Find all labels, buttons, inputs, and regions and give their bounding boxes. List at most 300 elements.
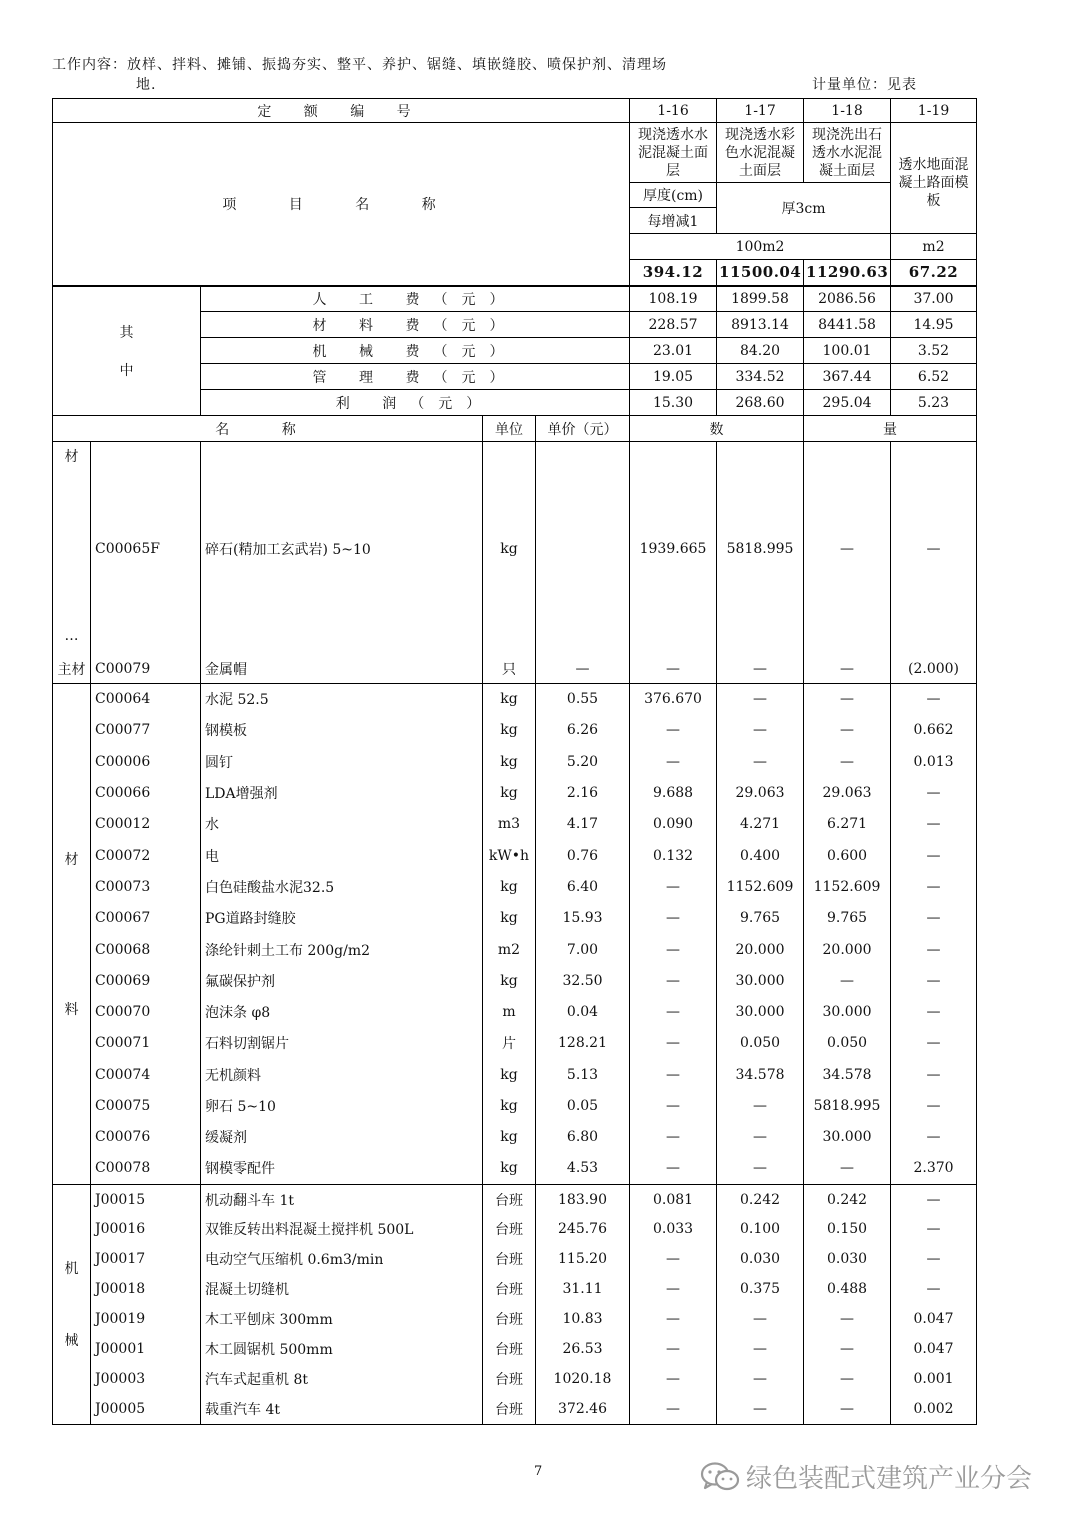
table-row [53,1334,977,1364]
item-name: 钢模零配件 [201,1153,483,1184]
item-price: 2.16 [536,777,630,808]
item-qty: 0.400 [717,840,804,871]
cost-value: 334.52 [717,364,804,390]
item-name: 机动翻斗车 1t [201,1184,483,1214]
item-qty: — [891,996,977,1027]
item-qty: 9.765 [804,903,891,934]
item-code: J00017 [91,1244,201,1274]
item-code: C00077 [91,715,201,746]
item-qty: — [804,1304,891,1334]
item-qty: — [717,1394,804,1424]
item-qty: 30.000 [717,965,804,996]
item-unit: kg [483,1059,536,1090]
table-row [53,656,977,684]
cost-row [53,286,977,312]
table-row [53,715,977,746]
item-qty: — [630,934,717,965]
item-qty: — [717,1334,804,1364]
among-label [53,286,201,416]
item-code: J00015 [91,1184,201,1214]
col-qty-2: 量 [804,416,977,442]
item-price: 0.76 [536,840,630,871]
item-qty: — [717,715,804,746]
item-name: 金属帽 [201,656,483,684]
cost-value: 37.00 [891,286,977,312]
item-qty: 0.242 [804,1184,891,1214]
item-price: 31.11 [536,1274,630,1304]
cost-value: 15.30 [630,390,717,416]
item-qty: — [891,777,977,808]
item-unit: kg [483,442,536,656]
base-price: 11290.63 [804,260,891,286]
item-qty: 5818.995 [804,1090,891,1121]
item-name: 涤纶针刺土工布 200g/m2 [201,934,483,965]
item-code: J00018 [91,1274,201,1304]
item-name: 碎石(精加工玄武岩) 5~10 [201,442,483,656]
cost-value: 2086.56 [804,286,891,312]
item-unit: 台班 [483,1364,536,1394]
item-price: 0.04 [536,996,630,1027]
item-name: 圆钉 [201,746,483,777]
item-code: C00064 [91,684,201,715]
base-price: 67.22 [891,260,977,286]
item-qty: 0.047 [891,1334,977,1364]
item-qty: — [891,1274,977,1304]
item-unit: kg [483,746,536,777]
item-qty: — [891,442,977,656]
item-qty: — [630,1304,717,1334]
table-row [53,1274,977,1304]
item-name: 缓凝剂 [201,1122,483,1153]
item-qty: — [717,746,804,777]
item-qty: — [804,1394,891,1424]
item-qty: 4.271 [717,809,804,840]
item-name: 木工平刨床 300mm [201,1304,483,1334]
item-price: 0.05 [536,1090,630,1121]
item-unit: 台班 [483,1334,536,1364]
item-name: 石料切割锯片 [201,1028,483,1059]
item-name: 卵石 5~10 [201,1090,483,1121]
item-qty: 0.050 [804,1028,891,1059]
item-unit: kW•h [483,840,536,871]
item-code: C00069 [91,965,201,996]
item-qty: 9.765 [717,903,804,934]
main-material-label-dots: … [64,628,79,644]
column-header-row [53,416,977,442]
cost-value: 268.60 [717,390,804,416]
item-qty: — [804,965,891,996]
item-price: — [536,656,630,684]
item-qty: 0.132 [630,840,717,871]
cost-value: 108.19 [630,286,717,312]
cost-value: 14.95 [891,312,977,338]
item-unit: 台班 [483,1244,536,1274]
thickness-3cm: 厚3cm [717,183,891,234]
item-qty: 30.000 [804,1122,891,1153]
table-row [53,809,977,840]
table-row [53,903,977,934]
item-name: 水泥 52.5 [201,684,483,715]
code-cell: 1-19 [891,99,977,123]
item-qty: — [804,1334,891,1364]
item-name: 透水地面混凝土路面模板 [891,123,977,234]
item-qty: — [717,1090,804,1121]
item-unit: kg [483,903,536,934]
item-qty: — [630,903,717,934]
item-qty: 29.063 [804,777,891,808]
item-qty: — [630,996,717,1027]
item-qty: — [717,1153,804,1184]
col-name: 名 称 [53,416,483,442]
materials-label [53,684,91,1185]
item-qty: — [891,840,977,871]
item-qty: — [804,715,891,746]
item-name: 汽车式起重机 8t [201,1364,483,1394]
cost-value: 6.52 [891,364,977,390]
item-unit: kg [483,1090,536,1121]
item-qty: — [891,1244,977,1274]
materials-label-1: 材 [64,851,79,868]
unit-100m2: 100m2 [630,234,891,260]
item-qty: 20.000 [804,934,891,965]
item-qty: 29.063 [717,777,804,808]
table-row [53,1244,977,1274]
item-qty: 6.271 [804,809,891,840]
item-qty: — [891,965,977,996]
watermark [700,1458,1032,1495]
item-price: 372.46 [536,1394,630,1424]
item-price [536,442,630,656]
item-name: 无机颜料 [201,1059,483,1090]
item-price: 4.53 [536,1153,630,1184]
item-unit: 只 [483,656,536,684]
code-cell: 1-17 [717,99,804,123]
table-row [53,965,977,996]
item-qty: (2.000) [891,656,977,684]
item-name: 电 [201,840,483,871]
cost-label: 利 润（元） [201,390,630,416]
item-qty: — [717,684,804,715]
work-content-line1: 工作内容：放样、拌料、摊铺、振捣夯实、整平、养护、锯缝、填嵌缝胶、喷保护剂、清理场 [52,57,667,73]
item-code: C00078 [91,1153,201,1184]
item-price: 26.53 [536,1334,630,1364]
item-qty: — [717,1122,804,1153]
item-unit: 台班 [483,1394,536,1424]
item-qty: — [804,656,891,684]
item-name: LDA增强剂 [201,777,483,808]
item-price: 32.50 [536,965,630,996]
item-code: C00071 [91,1028,201,1059]
item-qty: — [630,1364,717,1394]
cost-value: 8913.14 [717,312,804,338]
cost-value: 100.01 [804,338,891,364]
item-name: 木工圆锯机 500mm [201,1334,483,1364]
item-code: C00065F [91,442,201,656]
cost-value: 5.23 [891,390,977,416]
item-name: 载重汽车 4t [201,1394,483,1424]
item-qty: 0.600 [804,840,891,871]
item-price: 183.90 [536,1184,630,1214]
item-qty: — [891,1028,977,1059]
item-code: C00012 [91,809,201,840]
item-code: J00019 [91,1304,201,1334]
item-price: 6.80 [536,1122,630,1153]
machinery-label-2: 械 [64,1333,79,1350]
materials-label-2: 料 [64,1001,79,1018]
item-name: 混凝土切缝机 [201,1274,483,1304]
item-unit: m2 [483,934,536,965]
table-row [53,746,977,777]
cost-label: 材 料 费（元） [201,312,630,338]
cost-label: 管 理 费（元） [201,364,630,390]
item-unit: m [483,996,536,1027]
item-unit: kg [483,715,536,746]
increment-label: 每增减1 [630,208,717,234]
item-qty: 0.030 [804,1244,891,1274]
item-unit: 台班 [483,1304,536,1334]
item-qty: — [630,1153,717,1184]
item-qty: 30.000 [717,996,804,1027]
item-qty: 0.047 [891,1304,977,1334]
item-price: 6.40 [536,871,630,902]
col-unit: 单位 [483,416,536,442]
item-unit: 台班 [483,1274,536,1304]
table-row [53,934,977,965]
item-name: 泡沫条 φ8 [201,996,483,1027]
item-unit: kg [483,1153,536,1184]
item-qty: 0.090 [630,809,717,840]
item-price: 6.26 [536,715,630,746]
item-price: 5.13 [536,1059,630,1090]
cost-value: 228.57 [630,312,717,338]
item-qty: — [891,809,977,840]
cost-value: 1899.58 [717,286,804,312]
item-code: C00072 [91,840,201,871]
item-name: 氟碳保护剂 [201,965,483,996]
item-qty: — [891,1090,977,1121]
item-code: J00001 [91,1334,201,1364]
item-qty: — [804,442,891,656]
item-qty: — [630,965,717,996]
item-code: C00006 [91,746,201,777]
cost-value: 84.20 [717,338,804,364]
item-name: 现浇洗出石透水水泥混凝土面层 [804,123,891,183]
item-qty: — [630,715,717,746]
item-unit: 台班 [483,1184,536,1214]
item-code: C00068 [91,934,201,965]
main-material-label-bottom: 主材 [53,656,91,684]
wechat-icon [700,1461,740,1493]
table-row [53,840,977,871]
item-price: 10.83 [536,1304,630,1334]
item-name: 双锥反转出料混凝土搅拌机 500L [201,1214,483,1244]
watermark-text: 绿色装配式建筑产业分会 [746,1464,1033,1494]
table-row [53,1394,977,1424]
item-code: C00076 [91,1122,201,1153]
item-code: C00075 [91,1090,201,1121]
item-code: C00073 [91,871,201,902]
table-row [53,1304,977,1334]
cost-value: 367.44 [804,364,891,390]
item-name: 现浇透水水泥混凝土面层 [630,123,717,183]
item-price: 245.76 [536,1214,630,1244]
item-name: 现浇透水彩色水泥混凝土面层 [717,123,804,183]
table-row [53,684,977,715]
item-qty: 1152.609 [804,871,891,902]
item-qty: — [630,746,717,777]
item-unit: kg [483,684,536,715]
item-price: 4.17 [536,809,630,840]
code-cell: 1-18 [804,99,891,123]
item-unit: kg [483,871,536,902]
item-name-label: 项 目 名 称 [53,123,630,286]
item-unit: 片 [483,1028,536,1059]
code-label: 定 额 编 号 [53,99,630,123]
thickness-label: 厚度(cm) [630,183,717,208]
quota-table [52,98,977,1425]
table-row [53,1153,977,1184]
item-qty: 0.100 [717,1214,804,1244]
item-unit: kg [483,1122,536,1153]
unit-m2: m2 [891,234,977,260]
table-row [53,996,977,1027]
cost-value: 3.52 [891,338,977,364]
table-row [53,1364,977,1394]
page-number: 7 [534,1464,543,1479]
item-qty: 0.488 [804,1274,891,1304]
cost-value: 19.05 [630,364,717,390]
item-qty: 0.002 [891,1394,977,1424]
item-qty: 376.670 [630,684,717,715]
item-qty: — [717,656,804,684]
base-price: 11500.04 [717,260,804,286]
item-qty: 5818.995 [717,442,804,656]
item-qty: 2.370 [891,1153,977,1184]
item-qty: — [891,1184,977,1214]
item-code: C00074 [91,1059,201,1090]
table-row [53,871,977,902]
item-qty: 0.375 [717,1274,804,1304]
item-unit: m3 [483,809,536,840]
item-unit: kg [483,965,536,996]
item-qty: — [891,1059,977,1090]
work-content-line2: 地. [136,77,157,93]
machinery-label-1: 机 [64,1261,79,1278]
item-code: J00005 [91,1394,201,1424]
table-row [53,1059,977,1090]
item-name: 水 [201,809,483,840]
item-qty: — [630,1059,717,1090]
item-qty: 0.050 [717,1028,804,1059]
item-unit: kg [483,777,536,808]
item-qty: — [804,1153,891,1184]
item-qty: 0.242 [717,1184,804,1214]
item-qty: — [804,684,891,715]
item-qty: 34.578 [717,1059,804,1090]
item-qty: — [630,656,717,684]
machinery-label [53,1184,91,1424]
item-unit: 台班 [483,1214,536,1244]
item-qty: 0.150 [804,1214,891,1244]
item-qty: 20.000 [717,934,804,965]
table-row [53,1122,977,1153]
item-qty: — [891,903,977,934]
cost-label: 人 工 费（元） [201,286,630,312]
item-code: C00066 [91,777,201,808]
base-price: 394.12 [630,260,717,286]
item-qty: — [891,871,977,902]
item-qty: 0.033 [630,1214,717,1244]
table-row [53,1090,977,1121]
item-qty: — [630,871,717,902]
col-price: 单价（元） [536,416,630,442]
item-code: C00079 [91,656,201,684]
table-row [53,777,977,808]
cost-value: 295.04 [804,390,891,416]
item-code: C00070 [91,996,201,1027]
item-name: 钢模板 [201,715,483,746]
main-material-label [53,442,91,656]
item-price: 1020.18 [536,1364,630,1394]
among-label-1: 其 [119,324,134,341]
item-price: 15.93 [536,903,630,934]
item-qty: 0.001 [891,1364,977,1394]
code-cell: 1-16 [630,99,717,123]
item-qty: 1152.609 [717,871,804,902]
item-price: 5.20 [536,746,630,777]
item-qty: — [717,1304,804,1334]
cost-value: 23.01 [630,338,717,364]
table-row [53,1184,977,1214]
item-qty: 30.000 [804,996,891,1027]
item-qty: 9.688 [630,777,717,808]
among-label-2: 中 [119,362,134,379]
table-row [53,1028,977,1059]
item-name: 电动空气压缩机 0.6m3/min [201,1244,483,1274]
item-price: 0.55 [536,684,630,715]
item-price: 7.00 [536,934,630,965]
col-qty-1: 数 [630,416,804,442]
item-qty: 34.578 [804,1059,891,1090]
unit-note: 计量单位：见表 [812,77,917,93]
item-qty: 0.030 [717,1244,804,1274]
cost-value: 8441.58 [804,312,891,338]
item-qty: 0.013 [891,746,977,777]
cost-label: 机 械 费（元） [201,338,630,364]
item-qty: — [630,1090,717,1121]
item-code: J00003 [91,1364,201,1394]
item-qty: 1939.665 [630,442,717,656]
table-row [53,442,977,656]
item-code: J00016 [91,1214,201,1244]
item-qty: — [891,934,977,965]
item-qty: — [630,1028,717,1059]
item-qty: — [804,1364,891,1394]
item-name: 白色硅酸盐水泥32.5 [201,871,483,902]
item-qty: — [630,1334,717,1364]
table-row [53,1214,977,1244]
item-qty: — [630,1274,717,1304]
item-qty: — [804,746,891,777]
item-price: 128.21 [536,1028,630,1059]
item-code: C00067 [91,903,201,934]
item-qty: — [630,1394,717,1424]
main-material-label-top: 材 [64,449,79,465]
item-name: PG道路封缝胶 [201,903,483,934]
item-qty: 0.081 [630,1184,717,1214]
item-qty: 0.662 [891,715,977,746]
item-qty: — [891,1122,977,1153]
